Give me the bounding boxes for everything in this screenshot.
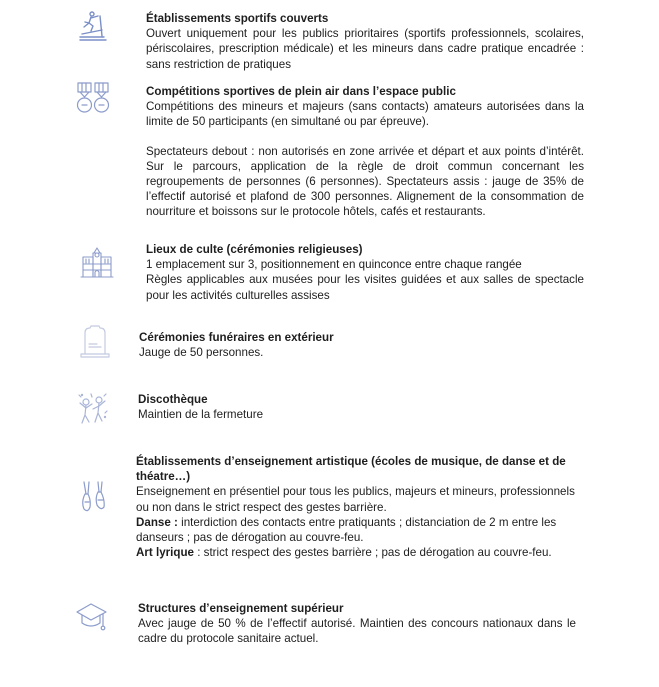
- section-title: Lieux de culte (cérémonies religieuses): [146, 243, 363, 256]
- rule-text: interdiction des contacts entre pratiquants ; distanciation de 2 m entre les danseurs ; pas de dérogation au couvre-feu.: [136, 515, 557, 545]
- rule-label: Art lyrique: [136, 546, 194, 560]
- tombstone-icon: [78, 324, 112, 358]
- section-title: Établissements sportifs couverts: [146, 12, 329, 25]
- spacer: [146, 130, 584, 144]
- rule-danse: [136, 515, 586, 545]
- section-paragraph: Ouvert uniquement pour les publics prioritaires (sportifs professionnels, scolaires, périscolaires, prescription médicale) et les mineurs dans cadre pratique encadrée : sans restriction de pratiques: [146, 27, 584, 71]
- section-paragraph: Maintien de la fermeture: [138, 408, 264, 422]
- section-title: Cérémonies funéraires en extérieur: [139, 331, 334, 344]
- church-building-icon: [80, 245, 114, 279]
- rule-text: : strict respect des gestes barrière ; pas de dérogation au couvre-feu.: [193, 546, 552, 560]
- section-paragraph: Règles applicables aux musées pour les visites guidées et aux salles de spectacle pour les activités culturelles assises: [146, 273, 584, 302]
- section-title: Compétitions sportives de plein air dans l’espace public: [146, 85, 456, 98]
- medals-icon: [76, 82, 110, 116]
- section-title: Discothèque: [138, 393, 208, 406]
- section-title: Établissements d’enseignement artistique (écoles de musique, de danse et de théatre…): [136, 455, 566, 484]
- section-paragraph: Spectateurs debout : non autorisés en zone arrivée et départ et aux points d’intérêt. Sur le parcours, application de la règle de droit commun concernant les regroupements de personnes (6 personnes). Spectateurs assis : jauge de 35% de l’effectif autorisé et plafond de 300 personnes. Alignement de la consommation de nourriture et boissons sur le protocole hôtels, cafés et restaurants.: [146, 144, 584, 219]
- section-paragraph: 1 emplacement sur 3, positionnement en quinconce entre chaque rangée: [146, 258, 522, 272]
- section-title: Structures d’enseignement supérieur: [138, 602, 344, 615]
- treadmill-runner-icon: [76, 10, 110, 44]
- section-paragraph: Compétitions des mineurs et majeurs (sans contacts) amateurs autorisées dans la limite de 50 participants (en simultané ou par épreuve).: [146, 100, 584, 129]
- section-paragraph: Avec jauge de 50 % de l’effectif autorisé. Maintien des concours nationaux dans le cadre du protocole sanitaire actuel.: [138, 617, 576, 646]
- dancing-people-icon: [76, 391, 110, 425]
- rule-art-lyrique: [136, 545, 586, 560]
- rule-label: Danse :: [136, 515, 178, 529]
- graduation-cap-icon: [75, 600, 109, 634]
- ballet-shoes-icon: [76, 480, 110, 514]
- section-paragraph: Jauge de 50 personnes.: [139, 346, 264, 360]
- section-paragraph: Enseignement en présentiel pour tous les publics, majeurs et mineurs, professionnels ou non dans le strict respect des gestes barrière.: [136, 485, 575, 514]
